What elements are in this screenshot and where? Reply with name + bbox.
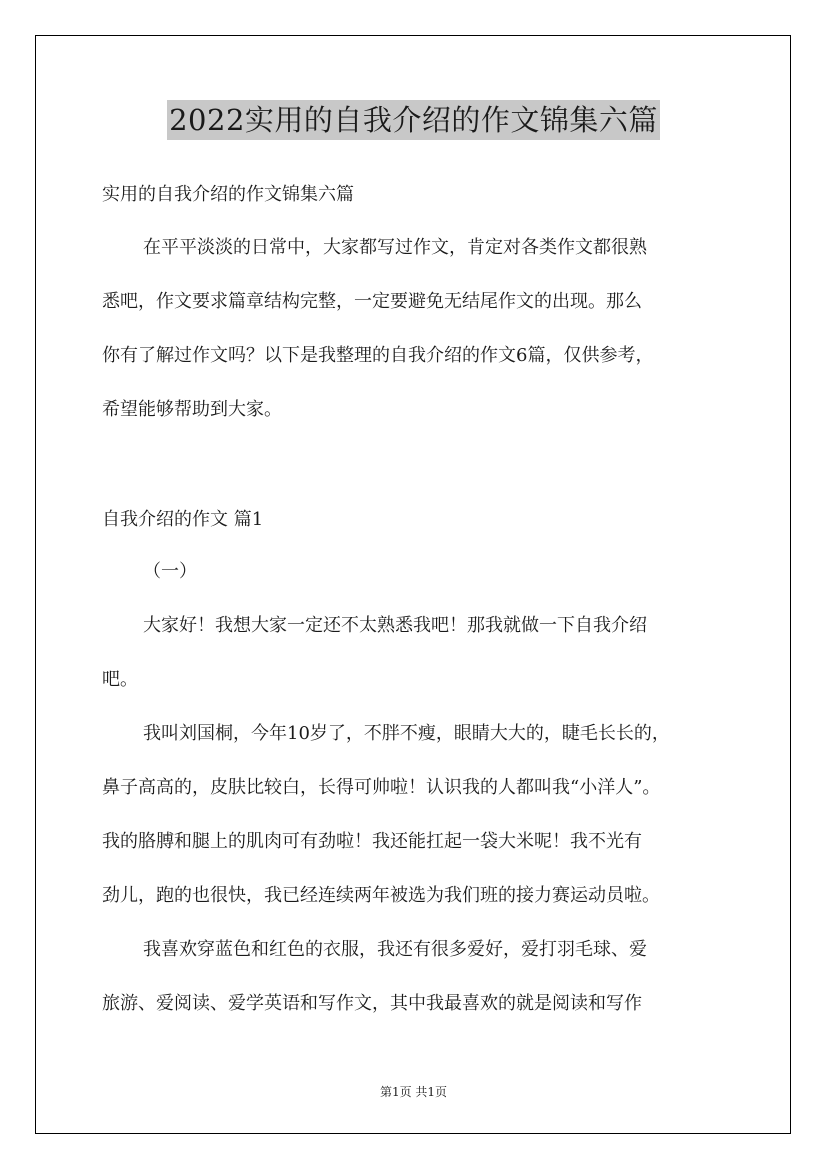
para3-line-1: 我喜欢穿蓝色和红色的衣服，我还有很多爱好，爱打羽毛球、爱 <box>143 939 647 960</box>
intro-line-4: 希望能够帮助到大家。 <box>102 399 282 420</box>
para3-line-2: 旅游、爱阅读、爱学英语和写作文，其中我最喜欢的就是阅读和写作 <box>102 993 642 1014</box>
para1-line-2: 吧。 <box>102 669 138 690</box>
para2-line-2: 鼻子高高的，皮肤比较白，长得可帅啦！认识我的人都叫我“小洋人”。 <box>102 777 661 798</box>
intro-line-1: 在平平淡淡的日常中，大家都写过作文，肯定对各类作文都很熟 <box>143 237 647 258</box>
title-container <box>0 100 827 140</box>
document-title: 2022实用的自我介绍的作文锦集六篇 <box>167 100 660 140</box>
section-heading: 自我介绍的作文 篇1 <box>102 509 264 530</box>
para1-line-1: 大家好！我想大家一定还不太熟悉我吧！那我就做一下自我介绍 <box>143 615 647 636</box>
intro-line-2: 悉吧，作文要求篇章结构完整，一定要避免无结尾作文的出现。那么 <box>102 291 642 312</box>
intro-line-3: 你有了解过作文吗？以下是我整理的自我介绍的作文6篇，仅供参考， <box>102 345 654 366</box>
para2-line-3: 我的胳膊和腿上的肌肉可有劲啦！我还能扛起一袋大米呢！我不光有 <box>102 831 642 852</box>
part-label: （一） <box>143 561 197 582</box>
para2-line-4: 劲儿，跑的也很快，我已经连续两年被选为我们班的接力赛运动员啦。 <box>102 885 660 906</box>
page-footer: 第1页 共1页 <box>379 1085 448 1099</box>
para2-line-1: 我叫刘国桐，今年10岁了，不胖不瘦，眼睛大大的，睫毛长长的， <box>143 723 670 744</box>
subtitle: 实用的自我介绍的作文锦集六篇 <box>102 184 354 205</box>
